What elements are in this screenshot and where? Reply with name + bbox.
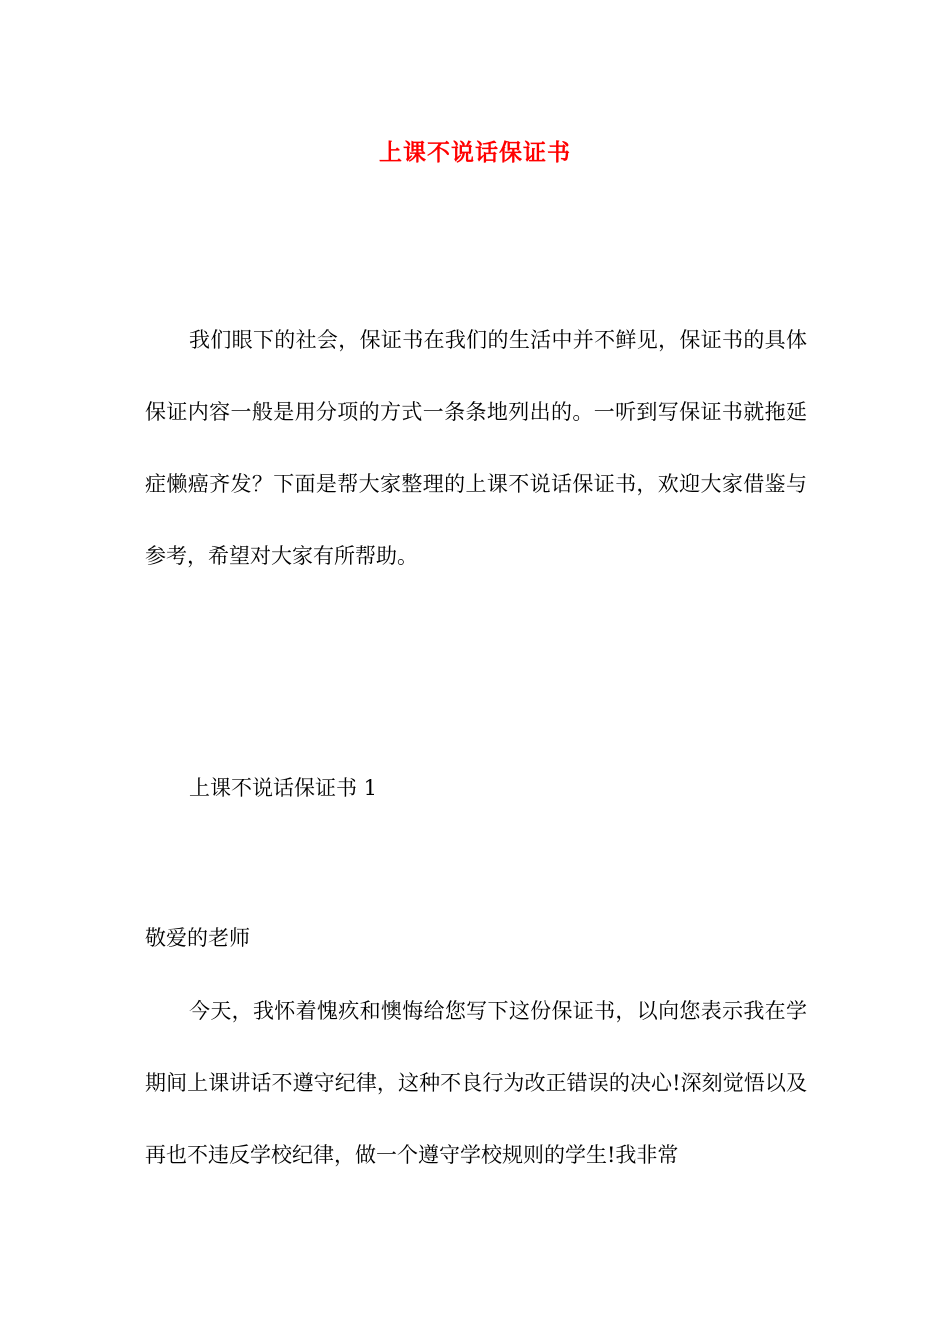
salutation: 敬爱的老师 — [145, 926, 250, 950]
document-title: 上课不说话保证书 — [379, 139, 571, 166]
body-paragraph: 今天，我怀着愧疚和懊悔给您写下这份保证书，以向您表示我在学期间上课讲话不遵守纪律，这种不良行为改正错误的决心!深刻觉悟以及再也不违反学校纪律，做一个遵守学校规则的学生!我非常 — [145, 999, 807, 1167]
intro-paragraph: 我们眼下的社会，保证书在我们的生活中并不鲜见，保证书的具体保证内容一般是用分项的方式一条条地列出的。一听到写保证书就拖延症懒癌齐发？下面是帮大家整理的上课不说话保证书，欢迎大家借鉴与参考，希望对大家有所帮助。 — [145, 328, 807, 568]
section-heading: 上课不说话保证书 1 — [189, 776, 378, 800]
